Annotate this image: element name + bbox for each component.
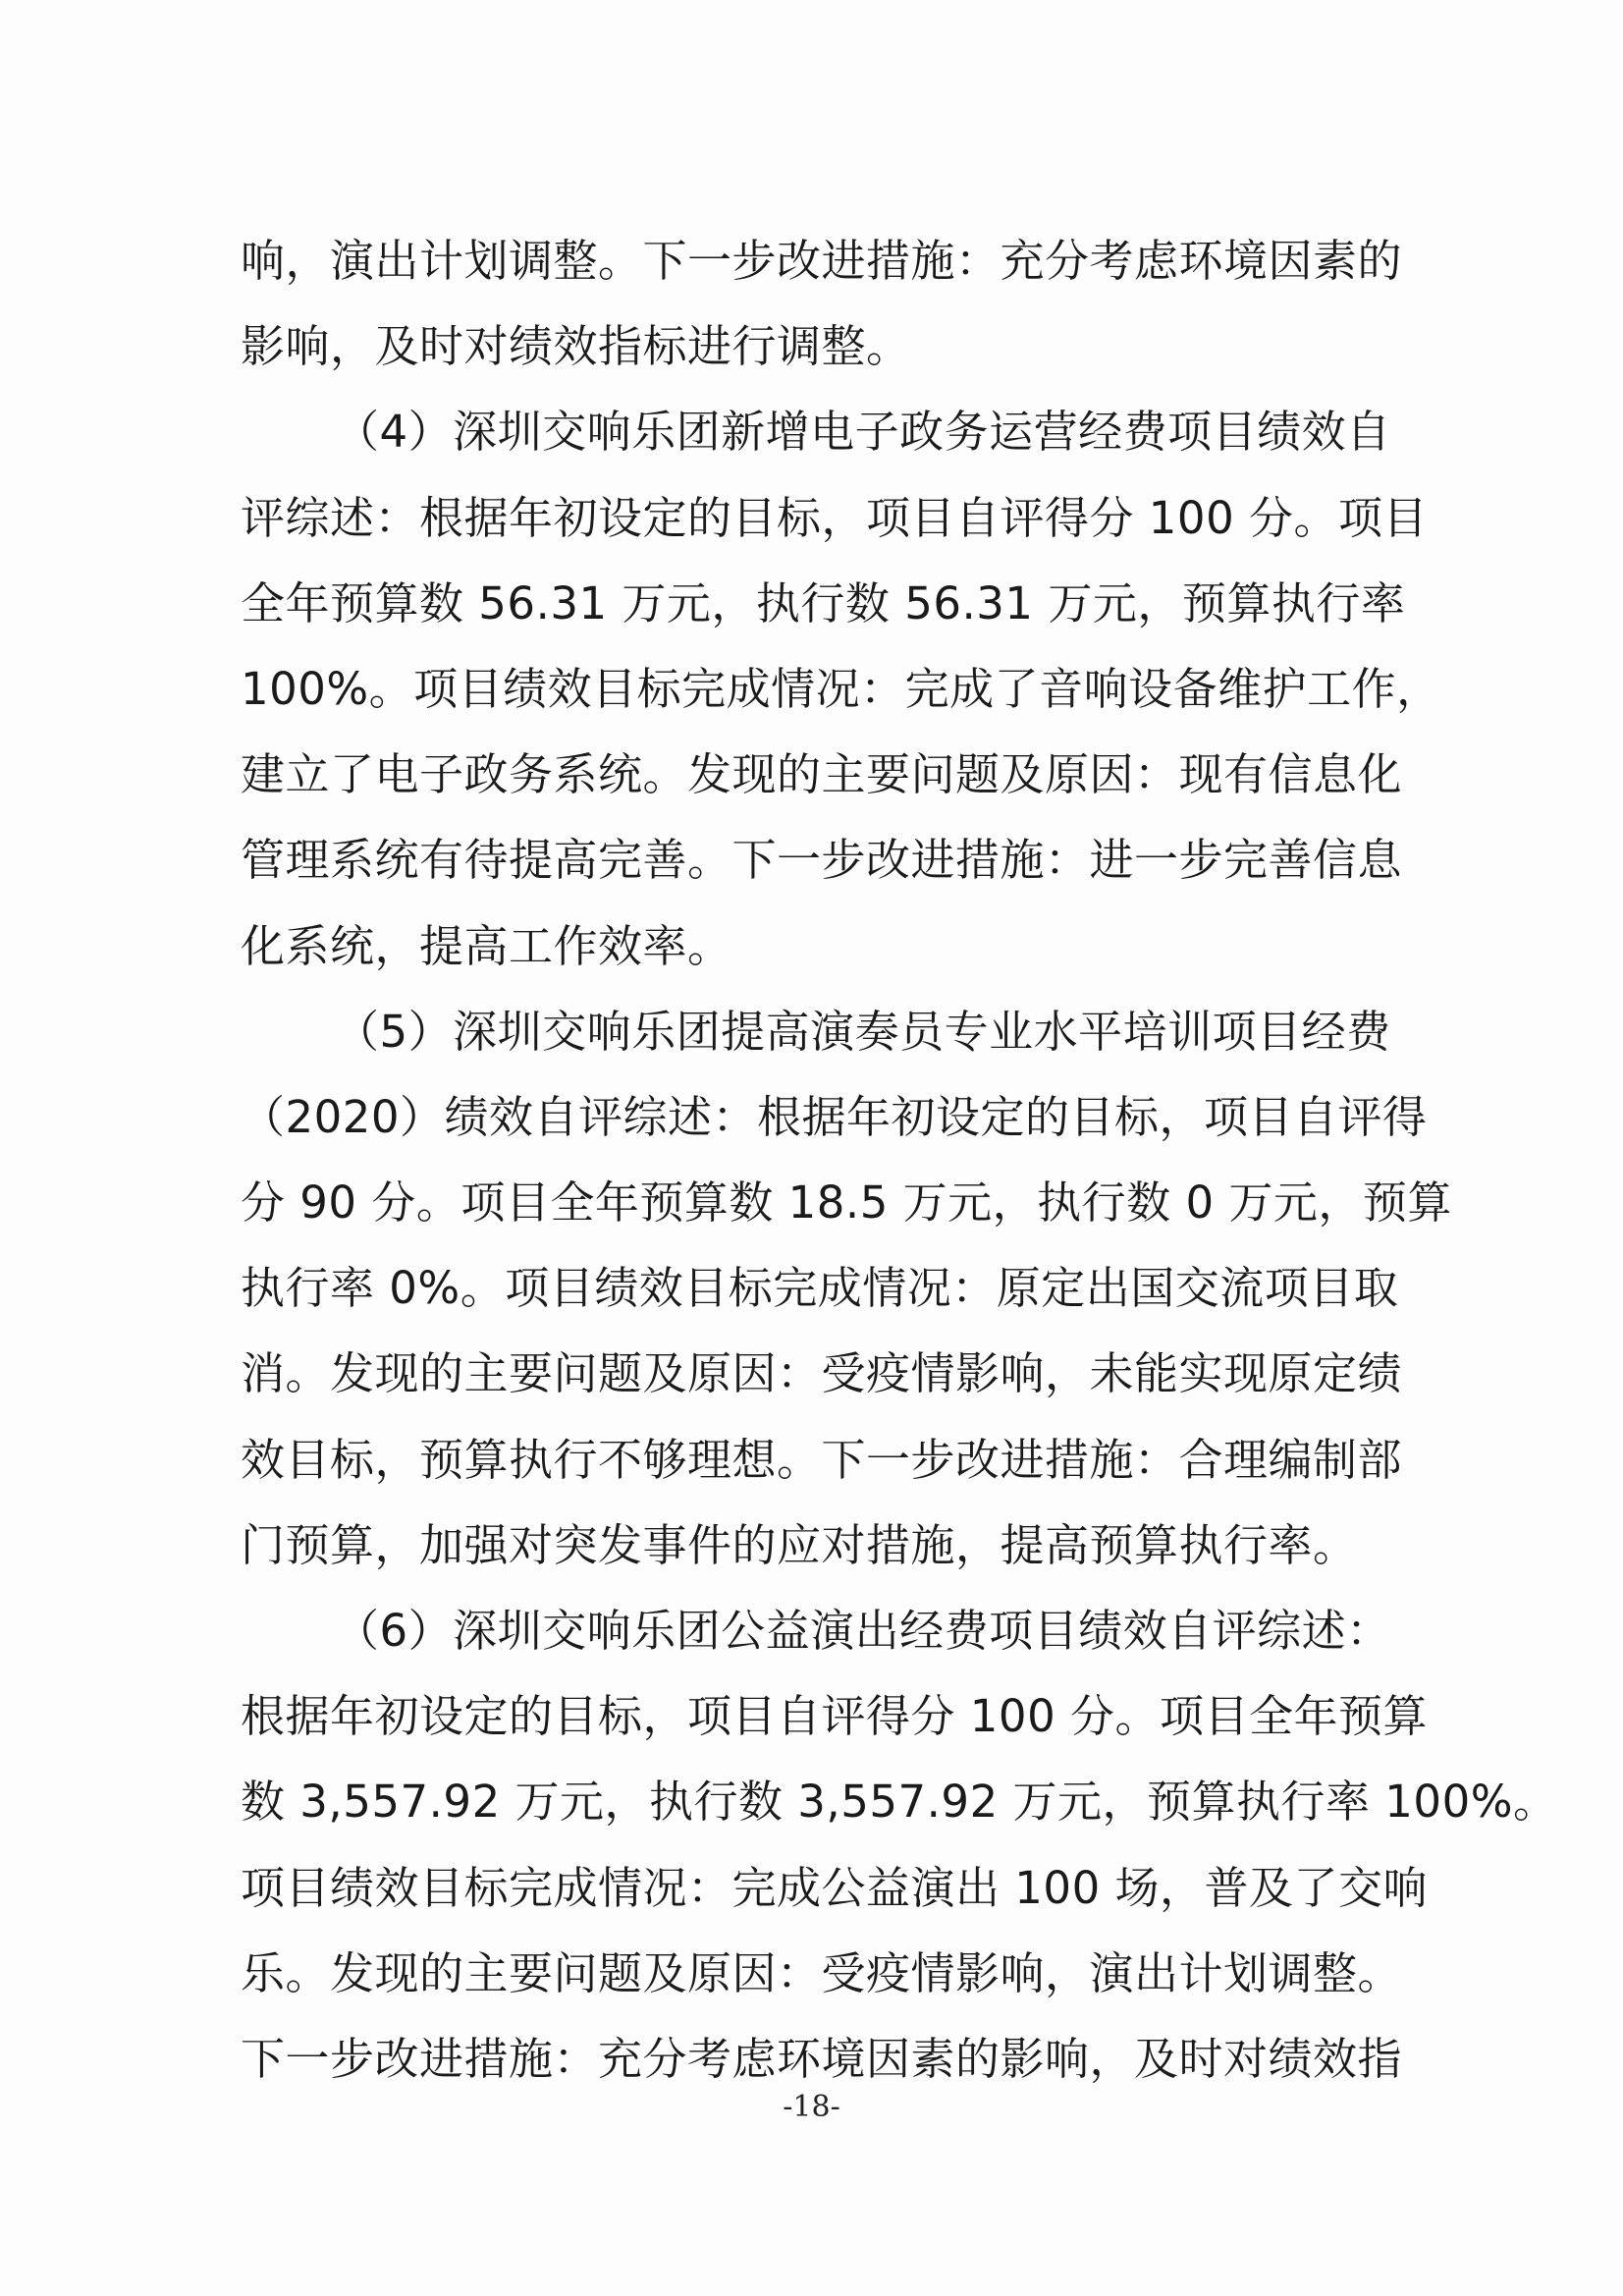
text-line: 影响，及时对绩效指标进行调整。: [241, 320, 911, 373]
text-line: 建立了电子政务系统。发现的主要问题及原因：现有信息化: [241, 748, 1403, 801]
paragraph-start-4: （4）深圳交响乐团新增电子政务运营经费项目绩效自: [335, 406, 1391, 459]
text-line: 管理系统有待提高完善。下一步改进措施：进一步完善信息: [241, 834, 1403, 887]
text-line: 化系统，提高工作效率。: [241, 919, 732, 972]
paragraph-start-6: （6）深圳交响乐团公益演出经费项目绩效自评综述：: [335, 1605, 1391, 1657]
text-line: 消。发现的主要问题及原因：受疫情影响，未能实现原定绩: [241, 1347, 1403, 1400]
text-line: 下一步改进措施：充分考虑环境因素的影响，及时对绩效指: [241, 2032, 1403, 2085]
text-line: 100%。项目绩效目标完成情况：完成了音响设备维护工作，: [241, 662, 1441, 715]
text-line: 门预算，加强对突发事件的应对措施，提高预算执行率。: [241, 1518, 1358, 1571]
text-line: 评综述：根据年初设定的目标，项目自评得分 100 分。项目: [241, 491, 1429, 544]
page-number: -18-: [783, 2090, 840, 2124]
text-line: 根据年初设定的目标，项目自评得分 100 分。项目全年预算: [241, 1690, 1429, 1743]
text-line: 数 3,557.92 万元，执行数 3,557.92 万元，预算执行率 100%。: [241, 1776, 1558, 1829]
text-line: 效目标，预算执行不够理想。下一步改进措施：合理编制部: [241, 1433, 1403, 1486]
body-text: [241, 218, 1558, 2102]
text-line: 乐。发现的主要问题及原因：受疫情影响，演出计划调整。: [241, 1946, 1403, 1999]
text-line: 响，演出计划调整。下一步改进措施：充分考虑环境因素的: [241, 235, 1403, 287]
text-line: 分 90 分。项目全年预算数 18.5 万元，执行数 0 万元，预算: [241, 1176, 1452, 1230]
paragraph-start-5: （5）深圳交响乐团提高演奏员专业水平培训项目经费: [335, 1005, 1391, 1058]
text-line: 全年预算数 56.31 万元，执行数 56.31 万元，预算执行率: [241, 576, 1406, 629]
text-line: 项目绩效目标完成情况：完成公益演出 100 场，普及了交响: [241, 1861, 1429, 1914]
text-line: 执行率 0%。项目绩效目标完成情况：原定出国交流项目取: [241, 1262, 1399, 1315]
text-line: （2020）绩效自评综述：根据年初设定的目标，项目自评得: [241, 1090, 1428, 1143]
